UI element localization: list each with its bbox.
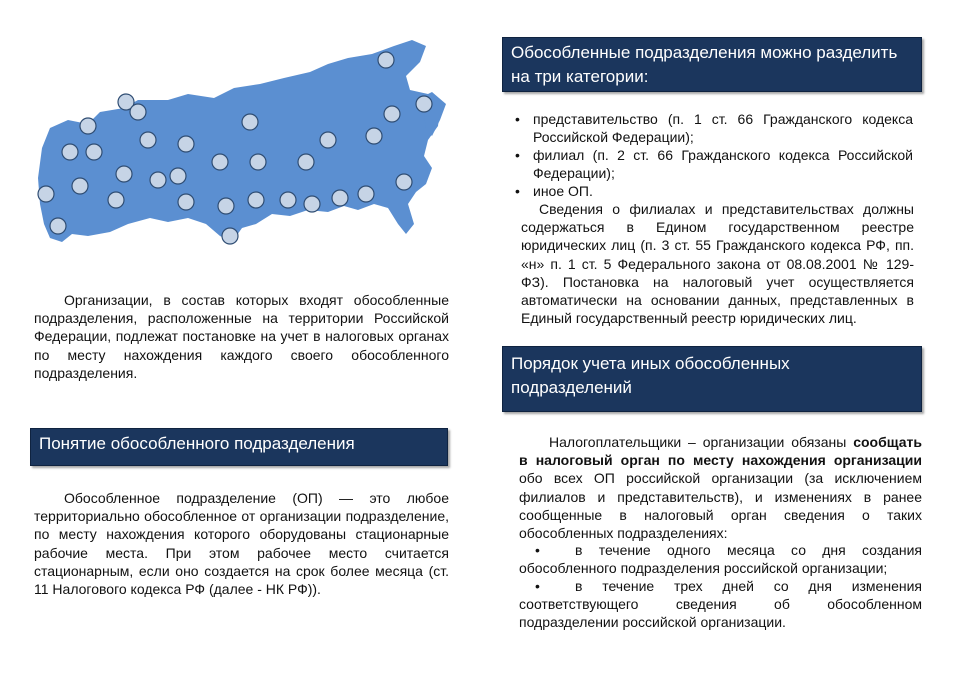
definition-paragraph: Обособленное подразделение (ОП) — это любое территориально обособленное от организации подразделение, по месту нахождения которого оборудованы стационарные рабочие места. При этом рабочее место считается стационарным, если оно создается на срок более месяца (ст. 11 Налогового кодекса РФ (далее - НК РФ)).: [34, 490, 449, 598]
russia-map: [28, 28, 452, 258]
duty-paragraph: [519, 433, 922, 542]
list-item: [513, 110, 913, 146]
location-pin-icon: [366, 128, 382, 144]
russia-map-icon: [28, 28, 452, 258]
bullet-icon: •: [535, 542, 540, 558]
categories-list: [513, 110, 913, 200]
location-pin-icon: [140, 132, 156, 148]
location-pin-icon: [38, 186, 54, 202]
heading-op-concept: Понятие обособленного подразделения: [30, 428, 448, 466]
location-pin-icon: [396, 174, 412, 190]
location-pin-icon: [178, 194, 194, 210]
location-pin-icon: [50, 218, 66, 234]
category-text: филиал (п. 2 ст. 66 Гражданского кодекса Российской Федерации);: [533, 147, 913, 181]
bullet-icon: •: [515, 111, 520, 127]
deadline-text: в течение трех дней со дня изменения соответствующего сведения об обособленном подразделении российской организации.: [519, 578, 922, 630]
location-pin-icon: [250, 154, 266, 170]
location-pin-icon: [378, 52, 394, 68]
heading-other-op-order: Порядок учета иных обособленных подразделений: [502, 346, 922, 412]
location-pin-icon: [304, 196, 320, 212]
location-pin-icon: [248, 192, 264, 208]
location-pin-icon: [242, 114, 258, 130]
list-item: [519, 541, 922, 577]
bullet-icon: •: [515, 147, 520, 163]
location-pin-icon: [80, 118, 96, 134]
location-pin-icon: [218, 198, 234, 214]
deadlines-list: [519, 541, 922, 631]
location-pin-icon: [212, 154, 228, 170]
bullet-icon: •: [535, 578, 540, 594]
location-pin-icon: [320, 132, 336, 148]
category-text: иное ОП.: [533, 183, 593, 199]
location-pin-icon: [222, 228, 238, 244]
location-pin-icon: [86, 144, 102, 160]
category-text: представительство (п. 1 ст. 66 Гражданского кодекса Российской Федерации);: [533, 111, 913, 145]
location-pin-icon: [108, 192, 124, 208]
list-item: [513, 182, 913, 200]
intro-paragraph: Организации, в состав которых входят обособленные подразделения, расположенные на территории Российской Федерации, подлежат постановке на учет в налоговых органах по месту нахождения каждого своего обособленного подразделения.: [34, 292, 449, 381]
duty-bold-text: сообщать в налоговый орган по месту нахождения организации: [519, 434, 922, 469]
location-pin-icon: [332, 190, 348, 206]
location-pin-icon: [62, 144, 78, 160]
location-pin-icon: [298, 154, 314, 170]
location-pin-icon: [384, 106, 400, 122]
location-pin-icon: [178, 136, 194, 152]
list-item: [513, 146, 913, 182]
bullet-icon: •: [515, 183, 520, 199]
location-pin-icon: [116, 166, 132, 182]
duty-text-end: обо всех ОП российской организации (за исключением филиалов и представительств), и изменениях в ранее сообщенные в налоговый орган сведения о таких обособленных подразделениях:: [519, 470, 922, 542]
location-pin-icon: [130, 104, 146, 120]
location-pin-icon: [72, 178, 88, 194]
deadline-text: в течение одного месяца со дня создания обособленного подразделения российской организации;: [519, 542, 922, 576]
register-paragraph: Сведения о филиалах и представительствах должны содержаться в Едином государственном реестре юридических лиц (п. 3 ст. 55 Гражданского кодекса РФ, пп. «н» п. 1 ст. 5 Федерального закона от 08.08.2001 № 129-ФЗ). Постановка на налоговый учет осуществляется автоматически на основании данных, представленных в Единый государственный реестр юридических лиц.: [521, 201, 914, 327]
duty-text-start: Налогоплательщики – организации обязаны: [549, 434, 854, 450]
location-pin-icon: [280, 192, 296, 208]
location-pin-icon: [150, 172, 166, 188]
location-pin-icon: [416, 96, 432, 112]
list-item: [519, 577, 922, 631]
heading-categories: Обособленные подразделения можно разделить на три категории:: [502, 37, 922, 92]
location-pin-icon: [170, 168, 186, 184]
location-pin-icon: [358, 186, 374, 202]
